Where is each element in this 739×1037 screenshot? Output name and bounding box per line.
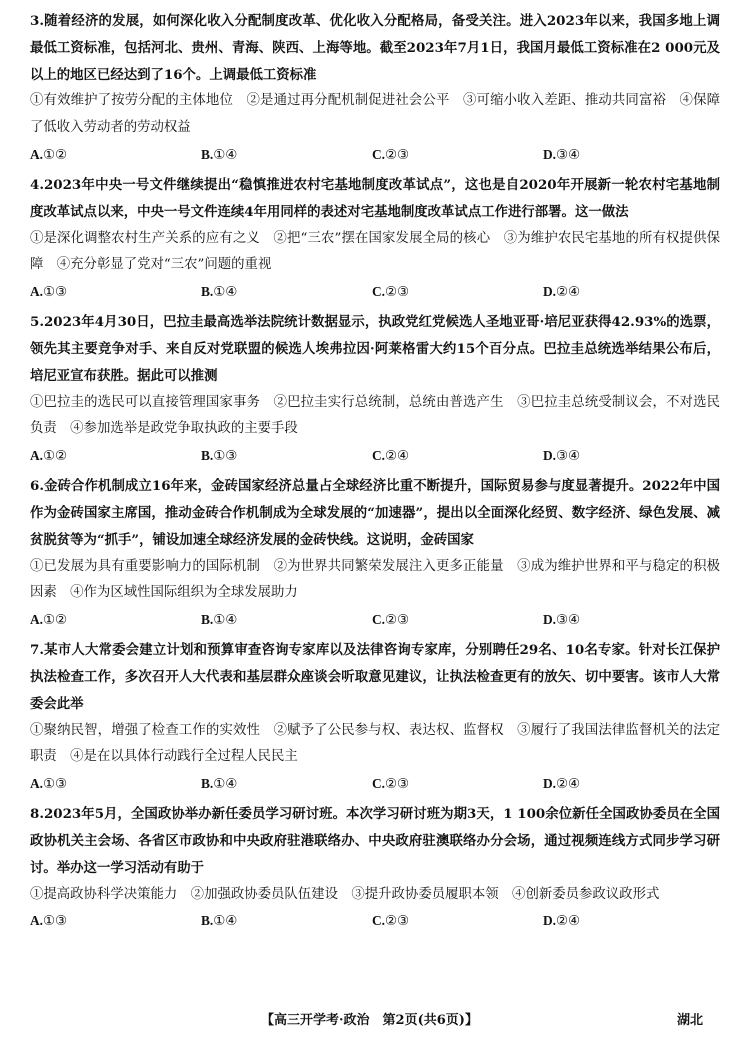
- footer-region: 湖北: [676, 1013, 703, 1028]
- question-number: 3.: [30, 13, 44, 29]
- option-a[interactable]: A.①③: [30, 284, 68, 301]
- question-list: [30, 8, 720, 938]
- option-a[interactable]: A.①②: [30, 612, 68, 629]
- option-b[interactable]: B.①④: [201, 146, 238, 163]
- option-a[interactable]: A.①②: [30, 448, 68, 465]
- question-statements: ①已发展为具有重要影响力的国际机制 ②为世界共同繁荣发展注入更多正能量 ③成为维护世界和平与稳定的积极因素 ④作为区域性国际组织为全球发展助力: [30, 558, 720, 601]
- question-3: [30, 8, 720, 168]
- option-d[interactable]: D.②④: [543, 913, 581, 930]
- page-footer: [0, 1010, 739, 1032]
- question-number: 5.: [30, 314, 44, 331]
- option-d[interactable]: D.②④: [543, 284, 581, 301]
- question-number: 7.: [30, 642, 44, 659]
- option-b[interactable]: B.①④: [201, 612, 238, 629]
- question-statements: ①有效维护了按劳分配的主体地位 ②是通过再分配机制促进社会公平 ③可缩小收入差距、推动共同富裕 ④保障了低收入劳动者的劳动权益: [30, 93, 720, 136]
- answer-options: [30, 771, 720, 797]
- question-stem-text: 随着经济的发展，如何深化收入分配制度改革、优化收入分配格局，备受关注。进入2023年以来，我国多地上调最低工资标准，包括河北、贵州、青海、陕西、上海等地。截至2023年7月1日，我国月最低工资标准在2 000元及以上的地区已经达到了16个。上调最低工资标准: [30, 13, 720, 83]
- question-stem: [30, 172, 720, 226]
- option-c[interactable]: C.②③: [372, 146, 410, 163]
- option-c[interactable]: C.②③: [372, 776, 410, 793]
- question-statements: ①聚纳民智，增强了检查工作的实效性 ②赋予了公民参与权、表达权、监督权 ③履行了我国法律监督机关的法定职责 ④是在以具体行动践行全过程人民民主: [30, 722, 720, 765]
- answer-options: [30, 279, 720, 305]
- question-number: 6.: [30, 478, 44, 495]
- option-a[interactable]: A.①②: [30, 146, 68, 163]
- option-c[interactable]: C.②③: [372, 612, 410, 629]
- question-statements: ①是深化调整农村生产关系的应有之义 ②把“三农”摆在国家发展全局的核心 ③为维护农民宅基地的所有权提供保障 ④充分彰显了党对“三农”问题的重视: [30, 230, 720, 273]
- option-c[interactable]: C.②③: [372, 284, 410, 301]
- question-stem-text: 2023年4月30日，巴拉圭最高选举法院统计数据显示，执政党红党候选人圣地亚哥·培尼亚获得42.93%的选票，领先其主要竞争对手、来自反对党联盟的候选人埃弗拉因·阿莱格雷大约15个百分点。巴拉圭总统选举结果公布后，培尼亚宣布获胜。据此可以推测: [30, 314, 720, 384]
- option-d[interactable]: D.③④: [543, 612, 581, 629]
- option-b[interactable]: B.①④: [201, 913, 238, 930]
- option-b[interactable]: B.①④: [201, 284, 238, 301]
- option-a[interactable]: A.①③: [30, 776, 68, 793]
- option-c[interactable]: C.②④: [372, 448, 410, 465]
- question-stem: [30, 801, 720, 881]
- question-number: 4.: [30, 176, 44, 193]
- question-statements: ①提高政协科学决策能力 ②加强政协委员队伍建设 ③提升政协委员履职本领 ④创新委员参政议政形式: [30, 886, 660, 902]
- option-b[interactable]: B.①③: [201, 448, 238, 465]
- option-a[interactable]: A.①③: [30, 913, 68, 930]
- option-d[interactable]: D.②④: [543, 776, 581, 793]
- question-stem-text: 2023年中央一号文件继续提出“稳慎推进农村宅基地制度改革试点”，这也是自2020年开展新一轮农村宅基地制度改革试点以来，中央一号文件连续4年用同样的表述对宅基地制度改革试点工作进行部署。这一做法: [30, 176, 720, 220]
- question-stem-text: 金砖合作机制成立16年来，金砖国家经济总量占全球经济比重不断提升，国际贸易参与度显著提升。2022年中国作为金砖国家主席国，推动金砖合作机制成为全球发展的“加速器”，提出以全面深化经贸、数字经济、绿色发展、减贫脱贫等为“抓手”，铺设加速全球经济发展的金砖快线。这说明，金砖国家: [30, 478, 720, 548]
- answer-options: [30, 142, 720, 168]
- question-statements: ①巴拉圭的选民可以直接管理国家事务 ②巴拉圭实行总统制，总统由普选产生 ③巴拉圭总统受制议会，不对选民负责 ④参加选举是政党争取执政的主要手段: [30, 394, 720, 437]
- answer-options: [30, 443, 720, 469]
- question-4: [30, 172, 720, 305]
- question-stem-text: 2023年5月，全国政协举办新任委员学习研讨班。本次学习研讨班为期3天，1 100余位新任全国政协委员在全国政协机关主会场、各省区市政协和中央政府驻港联络办、中央政府驻澳联络办分会场，通过视频连线方式同步学习研讨。举办这一学习活动有助于: [30, 806, 720, 876]
- question-stem: [30, 309, 720, 389]
- answer-options: [30, 607, 720, 633]
- option-c[interactable]: C.②③: [372, 913, 410, 930]
- question-stem: [30, 8, 720, 88]
- question-stem: [30, 637, 720, 717]
- question-stem: [30, 473, 720, 553]
- option-d[interactable]: D.③④: [543, 146, 581, 163]
- question-stem-text: 某市人大常委会建立计划和预算审查咨询专家库以及法律咨询专家库，分别聘任29名、10名专家。针对长江保护执法检查工作，多次召开人大代表和基层群众座谈会听取意见建议，让执法检查更有的放矢、切中要害。该市人大常委会此举: [30, 642, 720, 712]
- question-5: [30, 309, 720, 469]
- question-6: [30, 473, 720, 633]
- option-b[interactable]: B.①④: [201, 776, 238, 793]
- question-number: 8.: [30, 806, 44, 823]
- footer-page-info: 【高三开学考·政治 第2页(共6页)】: [261, 1013, 478, 1028]
- question-7: [30, 637, 720, 797]
- question-8: [30, 801, 720, 934]
- answer-options: [30, 908, 720, 934]
- option-d[interactable]: D.③④: [543, 448, 581, 465]
